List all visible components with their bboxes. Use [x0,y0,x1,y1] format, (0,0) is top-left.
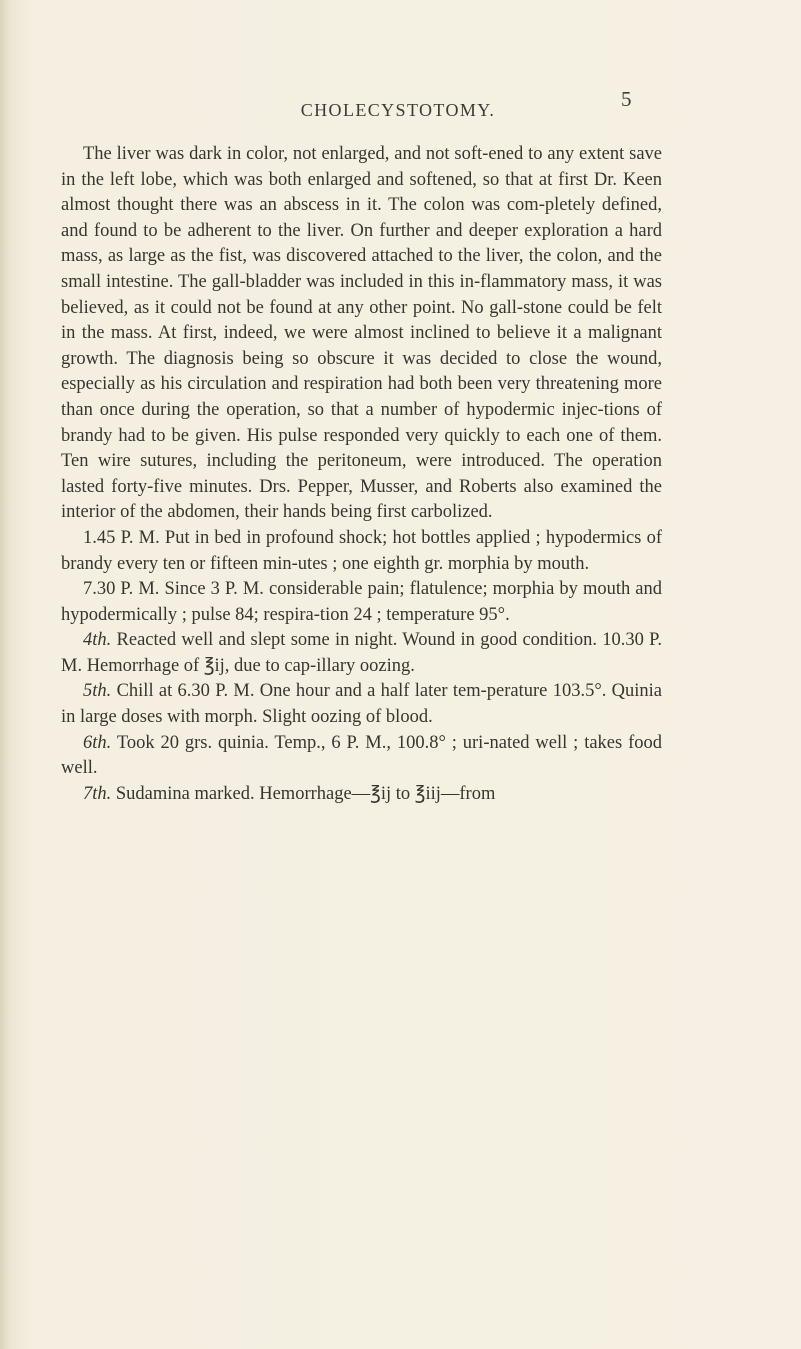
paragraph-lead: 5th. [83,681,112,702]
paragraph [61,731,662,782]
paragraph-text: Chill at 6.30 P. M. One hour and a half later tem-perature 103.5°. Quinia in large doses with morph. Slight oozing of blood. [61,681,662,728]
paragraph [61,142,662,526]
paragraph [61,679,662,730]
paragraph-text: Reacted well and slept some in night. Wound in good condition. 10.30 P. M. Hemorrhage of ℥ij, due to cap-illary oozing. [61,630,662,676]
paragraph-text: The liver was dark in color, not enlarged, and not soft-ened to any extent save in the left lobe, which was both enlarged and softened, so that at first Dr. Keen almost thought there was an abscess in it. The colon was com-pletely defined, and found to be adherent to the liver. On further and deeper exploration a hard mass, as large as the fist, was discovered attached to the liver, the colon, and the small intestine. The gall-bladder was included in this in-flammatory mass, it was believed, as it could not be found at any other point. No gall-stone could be felt in the mass. At first, indeed, we were almost inclined to believe it a malignant growth. The diagnosis being so obscure it was decided to close the wound, especially as his circulation and respiration had both been very threatening more than once during the operation, so that a number of hypodermic injec-tions of brandy had to be given. His pulse responded very quickly to each one of them. Ten wire sutures, including the peritoneum, were introduced. The operation lasted forty-five minutes. Drs. Pepper, Musser, and Roberts also examined the interior of the abdomen, their hands being first carbolized. [61,144,662,523]
paragraph-lead: 6th. [83,732,112,753]
page-header [0,87,801,130]
paragraph-text: 1.45 P. M. Put in bed in profound shock; hot bottles applied ; hypodermics of brandy every ten or fifteen min-utes ; one eighth gr. morphia by mouth. [61,527,662,574]
body-text [61,142,662,807]
paragraph [61,526,662,577]
paragraph-lead: 4th. [83,630,112,651]
page-number: 5 [621,87,632,111]
paragraph-text: 7.30 P. M. Since 3 P. M. considerable pain; flatulence; morphia by mouth and hypodermically ; pulse 84; respira-tion 24 ; temperature 95°. [61,579,662,625]
paragraph-text: Sudamina marked. Hemorrhage—℥ij to ℥iij—from [111,783,496,804]
running-head: CHOLECYSTOTOMY. [300,100,496,120]
paragraph-lead: 7th. [83,783,112,804]
paragraph-text: Took 20 grs. quinia. Temp., 6 P. M., 100.8° ; uri-nated well ; takes food well. [61,732,662,779]
paragraph [61,628,662,679]
paragraph [61,577,662,628]
paragraph [61,782,662,808]
